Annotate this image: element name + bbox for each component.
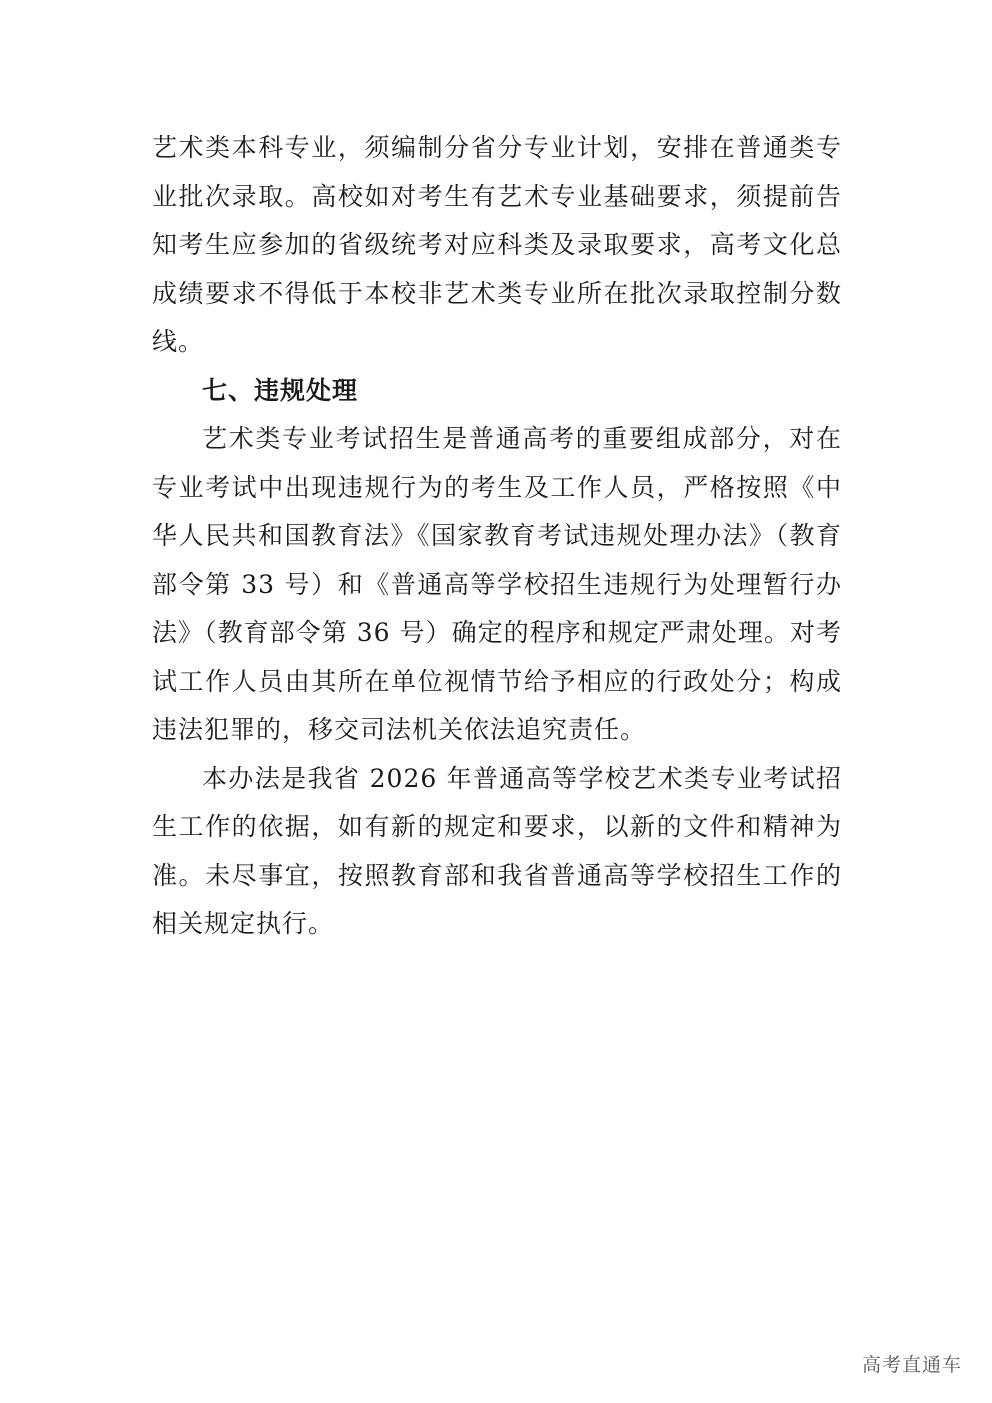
document-body bbox=[152, 124, 842, 949]
section-heading-violations: 七、违规处理 bbox=[202, 375, 359, 405]
violations-paragraph: 艺术类专业考试招生是普通高考的重要组成部分，对在专业考试中出现违规行为的考生及工作人员，严格按照《中华人民共和国教育法》《国家教育考试违规处理办法》（教育部令第 33 号）和《普通高等学校招生违规行为处理暂行办法》（教育部令第 36 号）确定的程序和规定严肃处理。对考试工作人员由其所在单位视情节给予相应的行政处分；构成违法犯罪的，移交司法机关依法追究责任。 bbox=[152, 424, 842, 744]
watermark-label: 高考直通车 bbox=[861, 1354, 962, 1376]
continued-paragraph: 艺术类本科专业，须编制分省分专业计划，安排在普通类专业批次录取。高校如对考生有艺术专业基础要求，须提前告知考生应参加的省级统考对应科类及录取要求，高考文化总成绩要求不得低于本校非艺术类专业所在批次录取控制分数线。 bbox=[152, 133, 842, 356]
closing-paragraph: 本办法是我省 2026 年普通高等学校艺术类专业考试招生工作的依据，如有新的规定和要求，以新的文件和精神为准。未尽事宜，按照教育部和我省普通高等学校招生工作的相关规定执行。 bbox=[152, 763, 842, 938]
